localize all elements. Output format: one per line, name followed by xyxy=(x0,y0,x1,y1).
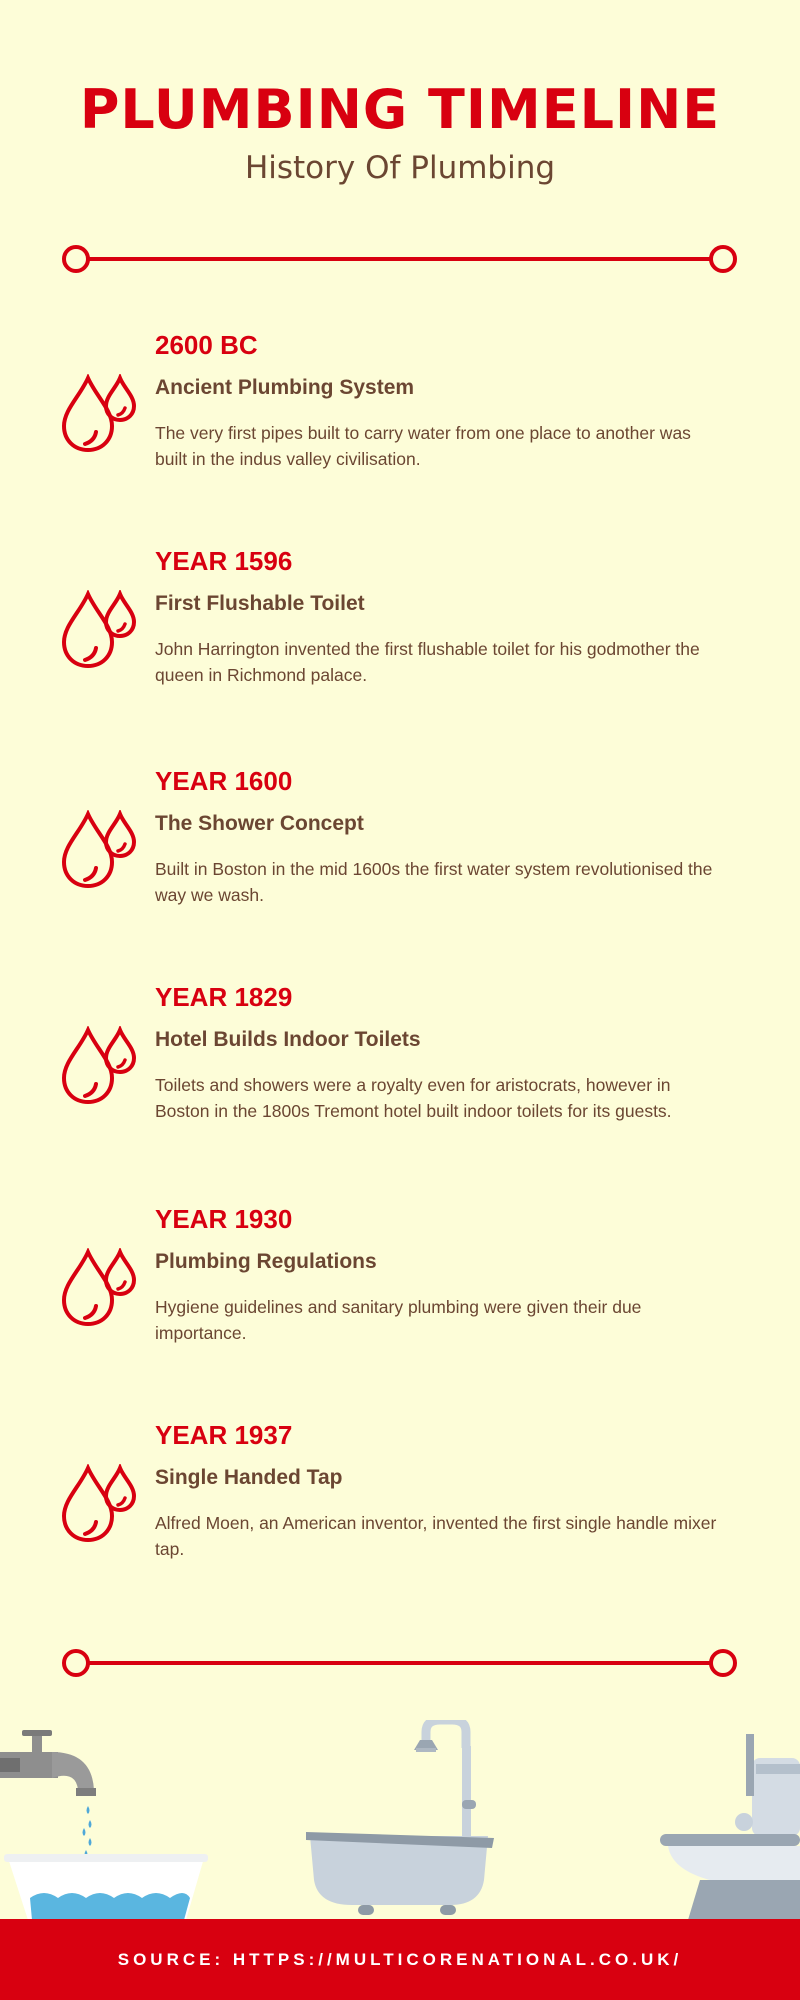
event-heading: First Flushable Toilet xyxy=(155,592,365,615)
event-description: John Harrington invented the first flushable toilet for his godmother the queen in Richmond palace. xyxy=(155,639,700,685)
event-heading: Ancient Plumbing System xyxy=(155,376,415,399)
water-drops-icon xyxy=(58,590,148,690)
event-year: YEAR 1829 xyxy=(155,982,293,1012)
event-year: YEAR 1600 xyxy=(155,766,293,796)
circle-icon xyxy=(711,247,735,271)
event-heading: Plumbing Regulations xyxy=(155,1250,377,1273)
water-drops-icon xyxy=(58,1464,148,1564)
toilet-icon xyxy=(660,1734,800,1920)
page-title: PLUMBING TIMELINE xyxy=(79,78,721,141)
event-heading: Hotel Builds Indoor Toilets xyxy=(155,1028,421,1051)
basin-icon xyxy=(4,1854,208,1920)
event-description: The very first pipes built to carry water from one place to another was built in the indus valley civilisation. xyxy=(155,423,691,469)
circle-icon xyxy=(64,247,88,271)
bathtub-icon xyxy=(306,1720,494,1915)
event-heading: The Shower Concept xyxy=(155,812,364,835)
faucet-icon xyxy=(0,1730,96,1858)
circle-icon xyxy=(711,1651,735,1675)
plumbing-illustration xyxy=(0,1720,800,1920)
bottom-divider xyxy=(60,1647,740,1679)
event-year: 2600 BC xyxy=(155,330,258,360)
event-description: Alfred Moen, an American inventor, invented the first single handle mixer tap. xyxy=(155,1513,717,1559)
circle-icon xyxy=(64,1651,88,1675)
event-year: YEAR 1596 xyxy=(155,546,293,576)
event-description: Hygiene guidelines and sanitary plumbing were given their due importance. xyxy=(155,1297,642,1343)
event-year: YEAR 1937 xyxy=(155,1420,293,1450)
water-drops-icon xyxy=(58,374,148,474)
water-drops-icon xyxy=(58,1248,148,1348)
event-heading: Single Handed Tap xyxy=(155,1466,343,1489)
event-description: Built in Boston in the mid 1600s the first water system revolutionised the way we wash. xyxy=(155,859,713,905)
shower-head-icon xyxy=(414,1740,438,1752)
page-subtitle: History Of Plumbing xyxy=(244,150,556,186)
source-footer: SOURCE: HTTPS://MULTICORENATIONAL.CO.UK/ xyxy=(0,1919,800,2000)
event-description: Toilets and showers were a royalty even for aristocrats, however in Boston in the 1800s Tremont hotel built indoor toilets for its guests. xyxy=(155,1075,672,1121)
water-drops-icon xyxy=(58,1026,148,1126)
event-year: YEAR 1930 xyxy=(155,1204,293,1234)
top-divider xyxy=(60,243,740,275)
water-drops-icon xyxy=(58,810,148,910)
